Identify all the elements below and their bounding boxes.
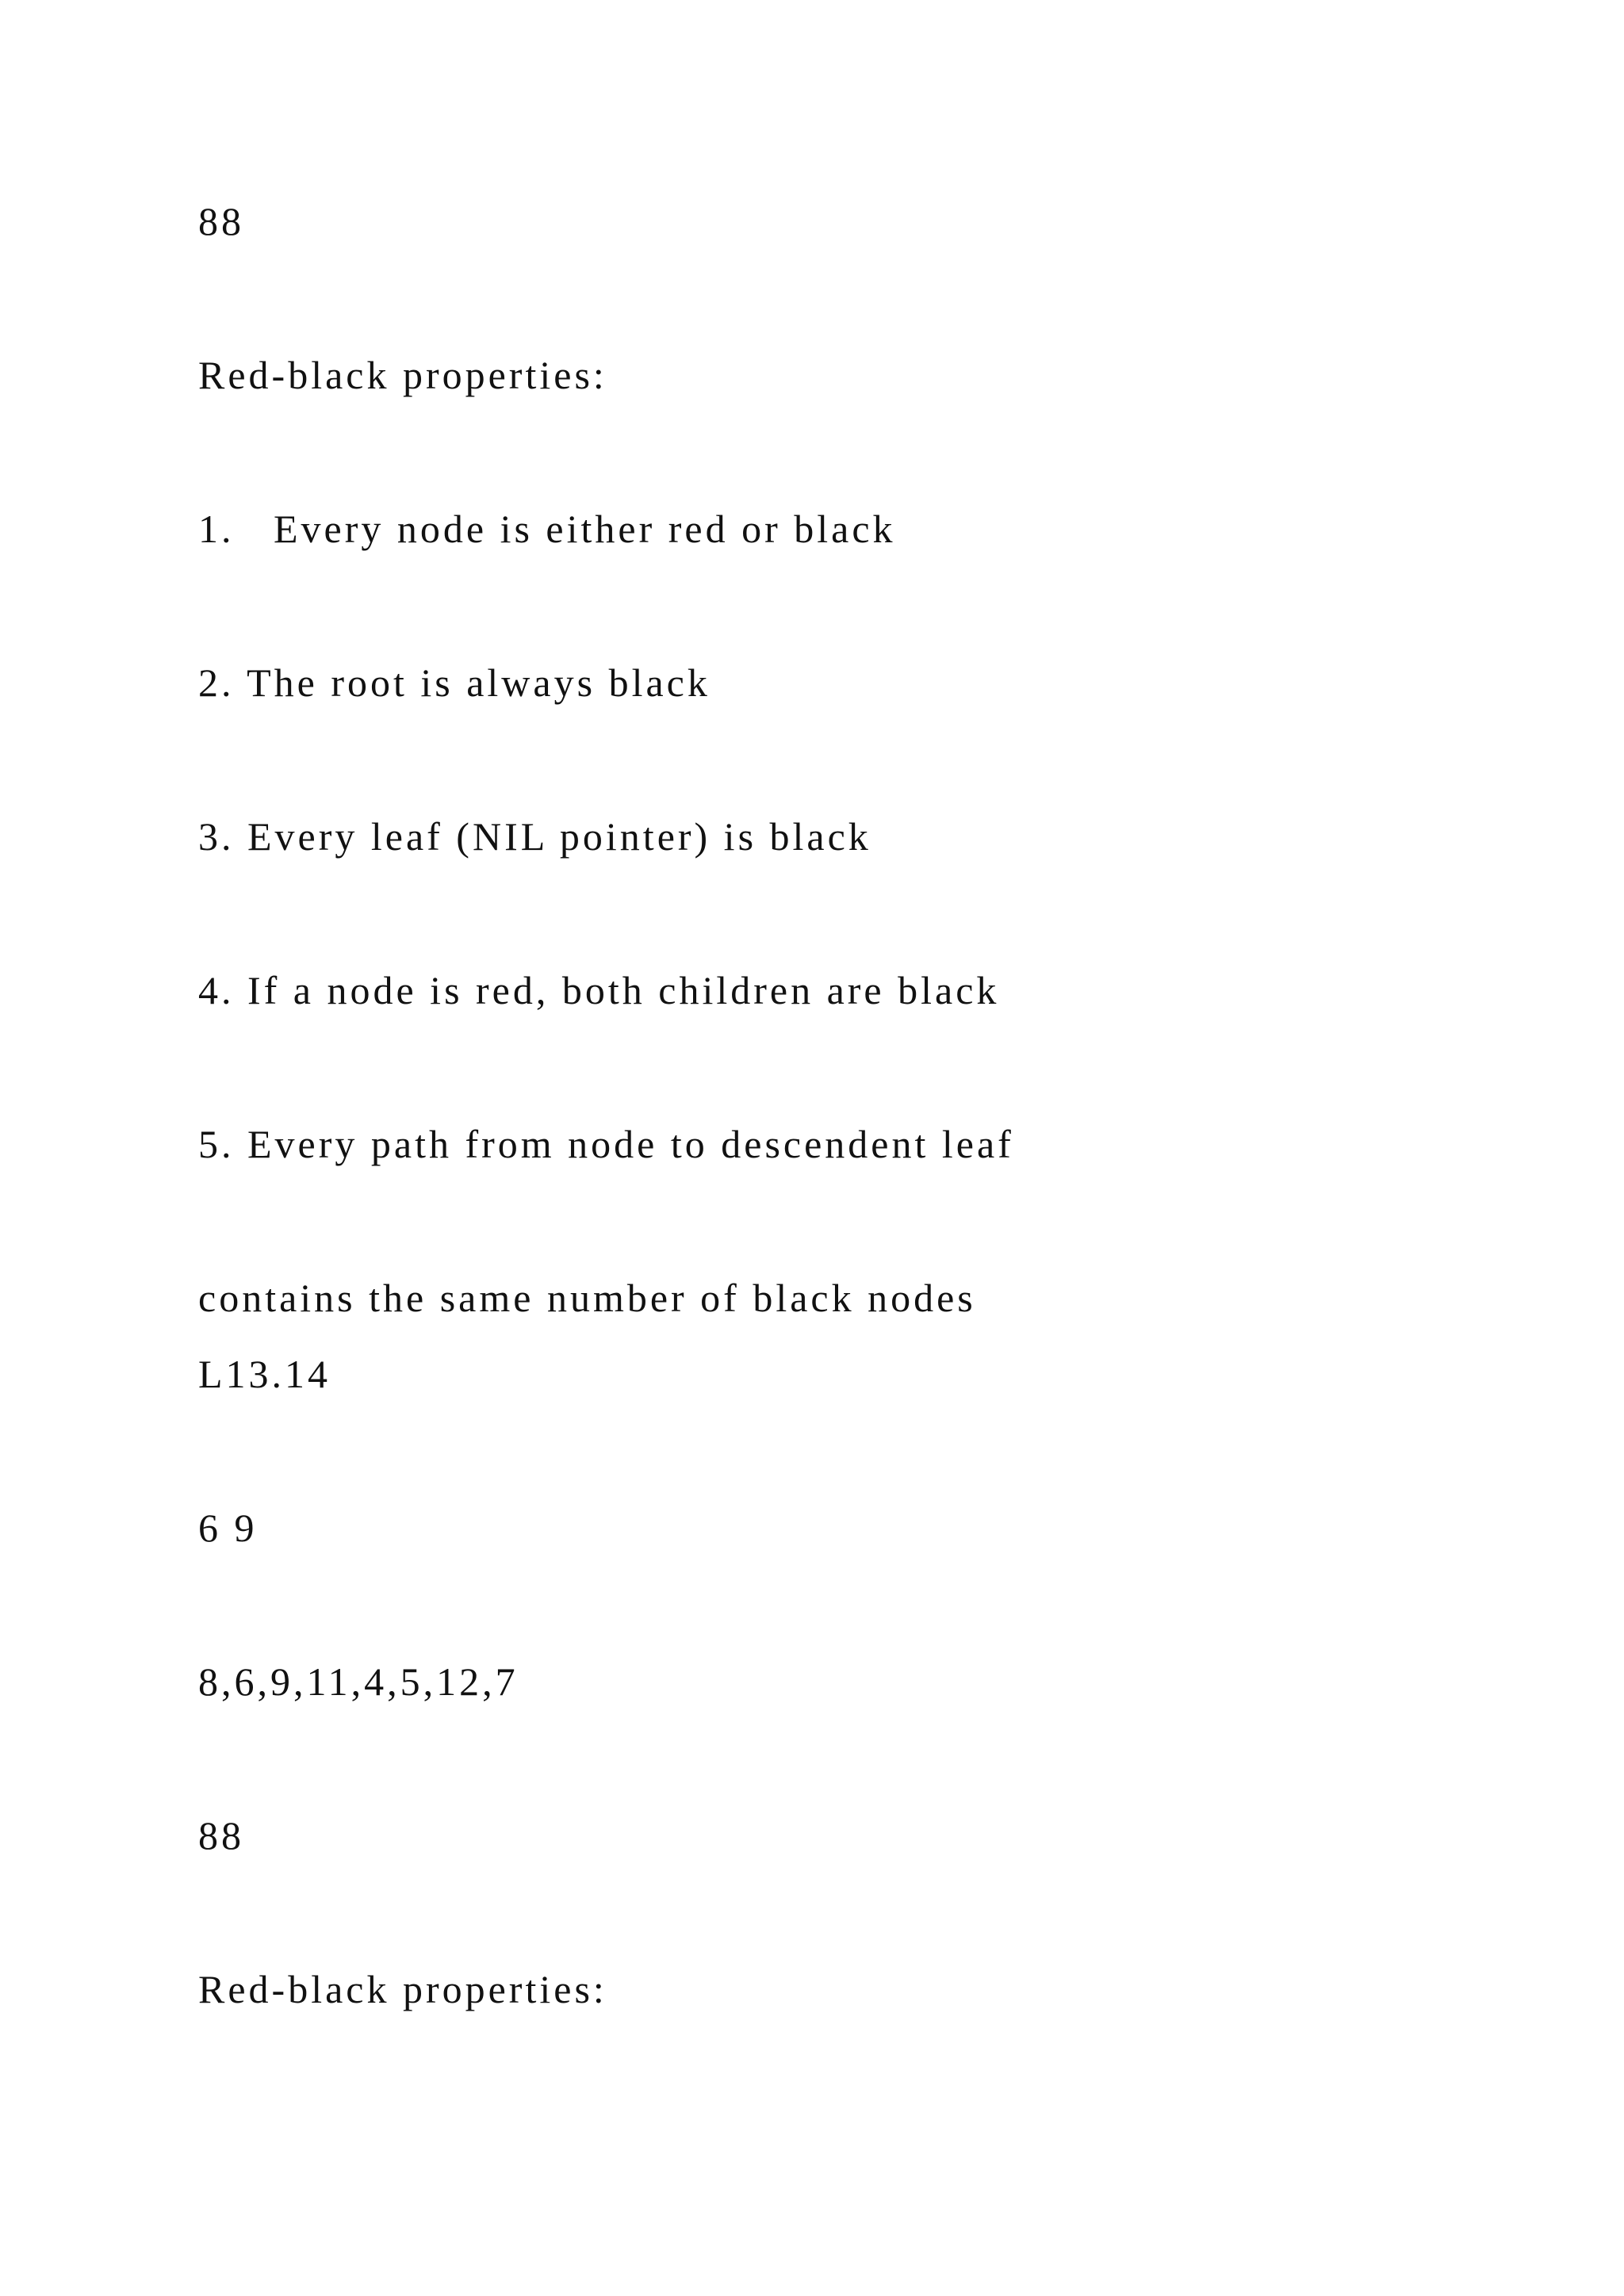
property-2-text: 2. The root is always black: [198, 660, 710, 705]
property-5-continuation: contains the same number of black nodes: [198, 1276, 976, 1320]
page-number-text-repeat: 88: [198, 1813, 244, 1858]
property-3-text: 3. Every leaf (NIL pointer) is black: [198, 814, 871, 859]
insertion-sequence: 8,6,9,11,4,5,12,7: [198, 1659, 519, 1704]
section-heading-repeat: Red-black properties:: [198, 1967, 607, 2011]
property-1-text: 1. Every node is either red or black: [198, 507, 896, 551]
section-heading: Red-black properties:: [198, 353, 607, 397]
page-number-text: 88: [198, 199, 244, 243]
property-4-text: 4. If a node is red, both children are black: [198, 968, 1000, 1012]
node-values-text: 6 9: [198, 1506, 258, 1550]
slide-reference: L13.14: [198, 1352, 331, 1396]
property-5-text: 5. Every path from node to descendent leaf: [198, 1122, 1014, 1166]
